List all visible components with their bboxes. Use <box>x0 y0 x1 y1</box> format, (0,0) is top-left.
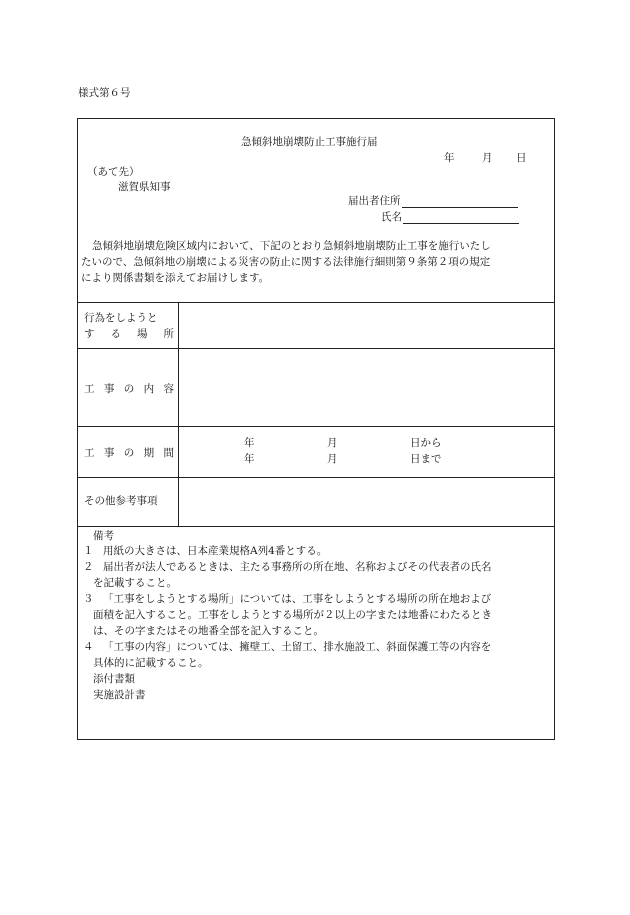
other-label: その他参考事項 <box>84 495 158 507</box>
notes-heading: 備考 <box>93 530 114 542</box>
applicant-name-line <box>403 212 519 224</box>
row-divider <box>78 426 554 427</box>
note-text: 面積を記入すること。工事をしようとする場所が２以上の字または地番にわたるとき <box>93 609 492 621</box>
note-number: ２ <box>83 561 94 573</box>
addressee-label: （あて先） <box>87 166 140 178</box>
period-end-day[interactable]: 日まで <box>410 453 442 465</box>
applicant-name-label: 氏名 <box>381 211 402 223</box>
form-title: 急傾斜地崩壊防止工事施行届 <box>241 136 378 148</box>
addressee-name: 滋賀県知事 <box>118 181 171 193</box>
note-text: を記載すること。 <box>93 577 177 589</box>
date-day: 日 <box>516 152 527 164</box>
period-start-year[interactable]: 年 <box>244 437 255 449</box>
row-divider <box>78 477 554 478</box>
note-number: ４ <box>83 641 94 653</box>
row-divider <box>78 348 554 349</box>
body-text-line-1: 急傾斜地崩壊危険区域内において、下記のとおり急傾斜地崩壊防止工事を施行いたし <box>92 240 491 252</box>
attachments-heading: 添付書類 <box>93 673 135 685</box>
note-number: ３ <box>83 593 94 605</box>
place-input[interactable] <box>180 304 554 347</box>
content-input[interactable] <box>180 350 554 425</box>
note-text: 届出者が法人であるときは、主たる事務所の所在地、名称およびその代表者の氏名 <box>103 561 492 573</box>
applicant-address-field[interactable] <box>348 194 518 208</box>
table-bottom-border <box>78 526 554 527</box>
content-label: 工 事 の 内 容 <box>84 383 174 395</box>
applicant-name-field[interactable] <box>381 210 519 224</box>
applicant-address-line <box>402 196 518 208</box>
period-start-month[interactable]: 月 <box>327 437 338 449</box>
body-text-line-2: たいので、急傾斜地の崩壊による災害の防止に関する法律施行細則第９条第２項の規定 <box>81 256 491 268</box>
date-year: 年 <box>444 152 455 164</box>
date-month: 月 <box>482 152 493 164</box>
label-column-divider <box>178 302 179 526</box>
period-end-month[interactable]: 月 <box>327 453 338 465</box>
note-number: １ <box>83 545 94 557</box>
attachment-item: 実施設計書 <box>93 689 146 701</box>
form-frame <box>77 118 555 740</box>
note-text: 具体的に記載すること。 <box>93 657 209 669</box>
note-text: 「工事をしようとする場所」については、工事をしようとする場所の所在地および <box>103 593 492 605</box>
note-text: は、その字またはその地番全部を記入すること。 <box>93 625 324 637</box>
period-start-day[interactable]: 日から <box>410 437 442 449</box>
applicant-address-label: 届出者住所 <box>348 195 401 207</box>
form-number: 様式第６号 <box>78 87 131 99</box>
place-label-line2: す る 場 所 <box>84 328 174 340</box>
note-text: 用紙の大きさは、日本産業規格A列4番とする。 <box>103 545 328 557</box>
table-top-border <box>78 302 554 303</box>
other-input[interactable] <box>180 479 554 525</box>
period-label: 工 事 の 期 間 <box>84 447 174 459</box>
note-text: 「工事の内容」については、擁壁工、土留工、排水施設工、斜面保護工等の内容を <box>103 641 492 653</box>
place-label-line1: 行為をしようと <box>84 312 158 324</box>
period-end-year[interactable]: 年 <box>244 453 255 465</box>
body-text-line-3: により関係書類を添えてお届けします。 <box>81 272 270 284</box>
